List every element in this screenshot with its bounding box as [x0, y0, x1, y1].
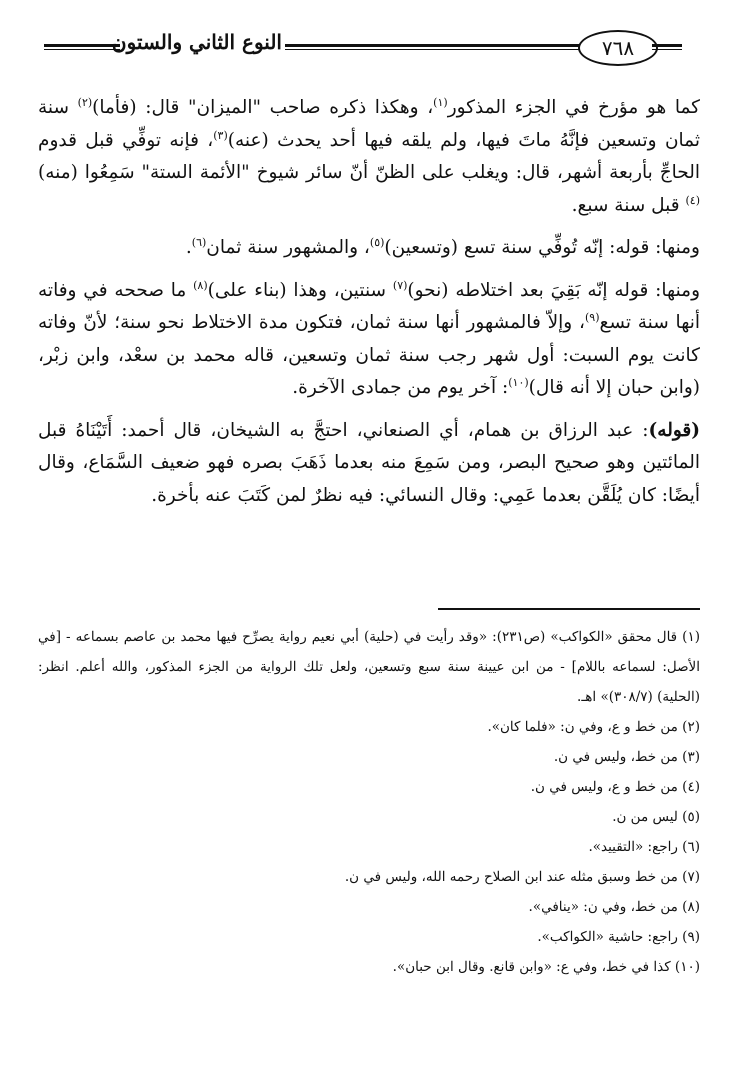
- page-number: ٧٦٨: [578, 30, 658, 66]
- text-run: .: [185, 237, 192, 258]
- footnote-1: (١) قال محقق «الكواكب» (ص٢٣١): «وقد رأيت في (حلية) أبي نعيم رواية يصرِّح فيها محمد بن عاصم بسماعه - [في الأصل: لسماعه باللام] - من ابن عيينة سنة سبع وتسعين، ولعل تلك الرواية من الجزء المذكور، والله أعلم. انظر: (الحلية) (٣٠٨/٧)» اهـ.: [38, 629, 700, 705]
- footnote-ref: (٤): [685, 193, 700, 207]
- footnote-2: (٢) من خط و ع، وفي ن: «فلما كان».: [487, 719, 700, 735]
- text-run: ، فإنه توفِّي قبل قدوم الحاجِّ بأربعة أشهر، قال: ويغلب على الظنّ أنّ سائر شيوخ "الأئمة الستة" سَمِعُوا (منه): [38, 129, 700, 183]
- text-run: ، والمشهور سنة ثمان: [206, 237, 370, 258]
- text-run: كما هو مؤرخ في الجزء المذكور: [447, 97, 700, 118]
- footnote-ref: (٦): [191, 235, 207, 249]
- footnote-4: (٤) من خط و ع، وليس في ن.: [530, 779, 700, 795]
- footnote-8: (٨) من خط، وفي ن: «ينافي».: [528, 899, 700, 915]
- header-rule-left: [44, 44, 120, 50]
- text-run: سنة ثمان وتسعين فإنَّهُ ماتَ فيها، ولم يلقه فيها أحد يحدث (عنه): [38, 97, 701, 151]
- header-rule-right: [652, 44, 682, 50]
- text-run: سنتين، وهذا (بناء على): [207, 279, 393, 301]
- text-run: ما صححه في وفاته أنها سنة تسع: [38, 279, 701, 333]
- text-run: ، وهكذا ذكره صاحب "الميزان" قال: (فأما): [92, 97, 434, 118]
- footnote-ref: (٥): [369, 235, 385, 249]
- text-run: ، وإلاّ فالمشهور أنها سنة ثمان، فتكون مدة الاختلاط نحو سنة؛ لأنّ وفاته كانت يوم السبت: أول شهر رجب سنة ثمان وتسعين، قاله محمد بن سعْد، وابن زبْر، (وابن حبان إلا أنه قال): [38, 312, 700, 398]
- footnote-5: (٥) ليس من ن.: [612, 809, 700, 825]
- paragraph-4: [38, 415, 700, 513]
- text-run: ومنها: قوله: إنّه تُوفِّي سنة تسع (وتسعين): [384, 237, 700, 258]
- main-text: [38, 92, 700, 522]
- footnote-3: (٣) من خط، وليس في ن.: [553, 749, 700, 765]
- footnote-ref: (٧): [392, 278, 408, 292]
- footnote-ref: (٨): [193, 278, 208, 292]
- paragraph-3: [38, 275, 700, 405]
- text-run: : آخر يوم من جمادى الآخرة.: [292, 377, 509, 398]
- footnote-7: (٧) من خط وسبق مثله عند ابن الصلاح رحمه الله، وليس في ن.: [344, 869, 700, 885]
- entry-lead: (قوله): [648, 419, 700, 441]
- text-run: ومنها: قوله إنّه بَقِيَ بعد اختلاطه (نحو): [407, 279, 701, 301]
- footnote-ref: (١): [433, 95, 448, 109]
- page-header: [30, 28, 710, 68]
- footnote-ref: (٢): [77, 95, 93, 109]
- footnote-divider: [438, 608, 700, 610]
- paragraph-1: [38, 92, 700, 222]
- chapter-title: النوع الثاني والستون: [111, 30, 282, 54]
- footnote-10: (١٠) كذا في خط، وفي ع: «وابن قانع. وقال ابن حبان».: [392, 959, 700, 975]
- footnote-9: (٩) راجع: حاشية «الكواكب».: [537, 929, 700, 945]
- footnote-ref: (٣): [213, 128, 228, 142]
- footnote-6: (٦) راجع: «التقييد».: [588, 839, 700, 855]
- paragraph-2: [38, 232, 700, 265]
- footnote-ref: (٩): [584, 310, 600, 324]
- footnotes: [38, 622, 700, 982]
- footnote-ref: (١٠): [508, 375, 529, 389]
- header-rule-middle: [285, 44, 585, 50]
- text-run: : عبد الرزاق بن همام، أي الصنعاني، احتجَّ به الشيخان، قال أحمد: أَتَيْنَاهُ قبل المائتين وهو صحيح البصر، ومن سَمِعَ منه بعدما ذَهَبَ بصره فهو ضعيف السَّمَاع، وقال أيضًا: كان يُلَقَّن بعدما عَمِي: وقال النسائي: فيه نظرٌ لمن كَتَبَ عنه بأخرة.: [38, 419, 700, 506]
- text-run: قبل سنة سبع.: [571, 194, 686, 216]
